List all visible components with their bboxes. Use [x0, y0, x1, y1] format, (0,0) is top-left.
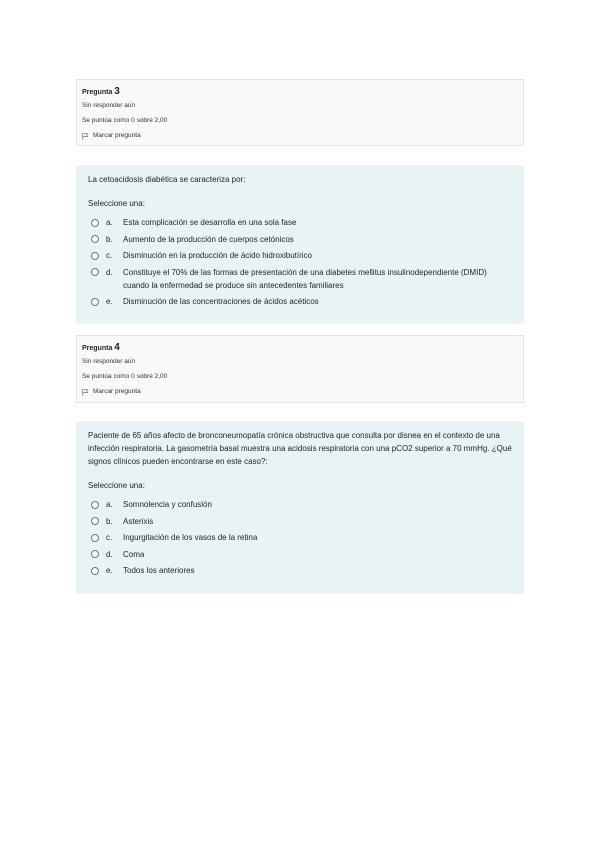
- question-grade: Se puntúa como 0 sobre 2,00: [82, 117, 168, 124]
- radio-button[interactable]: [91, 298, 99, 306]
- question-status: Sin responder aún: [82, 102, 136, 109]
- radio-button[interactable]: [91, 268, 99, 276]
- answer-prompt: Seleccione una:: [88, 481, 145, 490]
- answer-option-a[interactable]: a. Somnolencia y confusión: [88, 498, 512, 511]
- radio-button[interactable]: [91, 219, 99, 227]
- question-grade: Se puntúa como 0 sobre 2,00: [82, 373, 168, 380]
- answer-option-a[interactable]: a. Esta complicación se desarrolla en una sola fase: [88, 216, 512, 229]
- question-info-3: [76, 79, 524, 146]
- flag-icon: [82, 389, 89, 396]
- radio-button[interactable]: [91, 567, 99, 575]
- radio-button[interactable]: [91, 534, 99, 542]
- question-content-3: [76, 165, 524, 324]
- answer-option-e[interactable]: e. Todos los anteriores: [88, 564, 512, 577]
- flag-question-link[interactable]: Marcar pregunta: [82, 387, 141, 397]
- flag-question-link[interactable]: Marcar pregunta: [82, 131, 141, 141]
- radio-button[interactable]: [91, 501, 99, 509]
- question-content-4: [76, 421, 524, 594]
- radio-button[interactable]: [91, 550, 99, 558]
- answer-option-b[interactable]: b. Aumento de la producción de cuerpos cetónicos: [88, 233, 512, 246]
- answer-option-c[interactable]: c. Ingurgitación de los vasos de la retina: [88, 531, 512, 544]
- flag-icon: [82, 133, 89, 140]
- question-text: La cetoacidosis diabética se caracteriza por:: [88, 175, 246, 184]
- answer-option-d[interactable]: d. Coma: [88, 548, 512, 561]
- answer-prompt: Seleccione una:: [88, 199, 145, 208]
- radio-button[interactable]: [91, 252, 99, 260]
- question-number: 3: [114, 86, 120, 97]
- question-title: Pregunta 3: [82, 86, 120, 97]
- radio-button[interactable]: [91, 517, 99, 525]
- question-info-4: [76, 335, 524, 403]
- answer-option-b[interactable]: b. Asterixis: [88, 515, 512, 528]
- answer-option-d[interactable]: d. Constituye el 70% de las formas de presentación de una diabetes mellitus insulinodependiente (DMID) cuando la enfermedad se produce sin antecedentes familiares: [88, 266, 512, 292]
- answer-option-c[interactable]: c. Disminución en la producción de ácido hidroxibutírico: [88, 249, 512, 262]
- question-title: Pregunta 4: [82, 342, 120, 353]
- question-number: 4: [114, 342, 120, 353]
- radio-button[interactable]: [91, 235, 99, 243]
- answer-option-e[interactable]: e. Disminución de las concentraciones de ácidos acéticos: [88, 295, 512, 308]
- question-text: Paciente de 65 años afecto de bronconeumopatía crónica obstructiva que consulta por disnea en el contexto de una infección respiratoria. La gasometría basal muestra una acidosis respiratoria con una pCO2 superior a 70 mmHg. ¿Qué signos clínicos pueden encontrarse en este caso?:: [88, 431, 512, 466]
- question-status: Sin responder aún: [82, 358, 136, 365]
